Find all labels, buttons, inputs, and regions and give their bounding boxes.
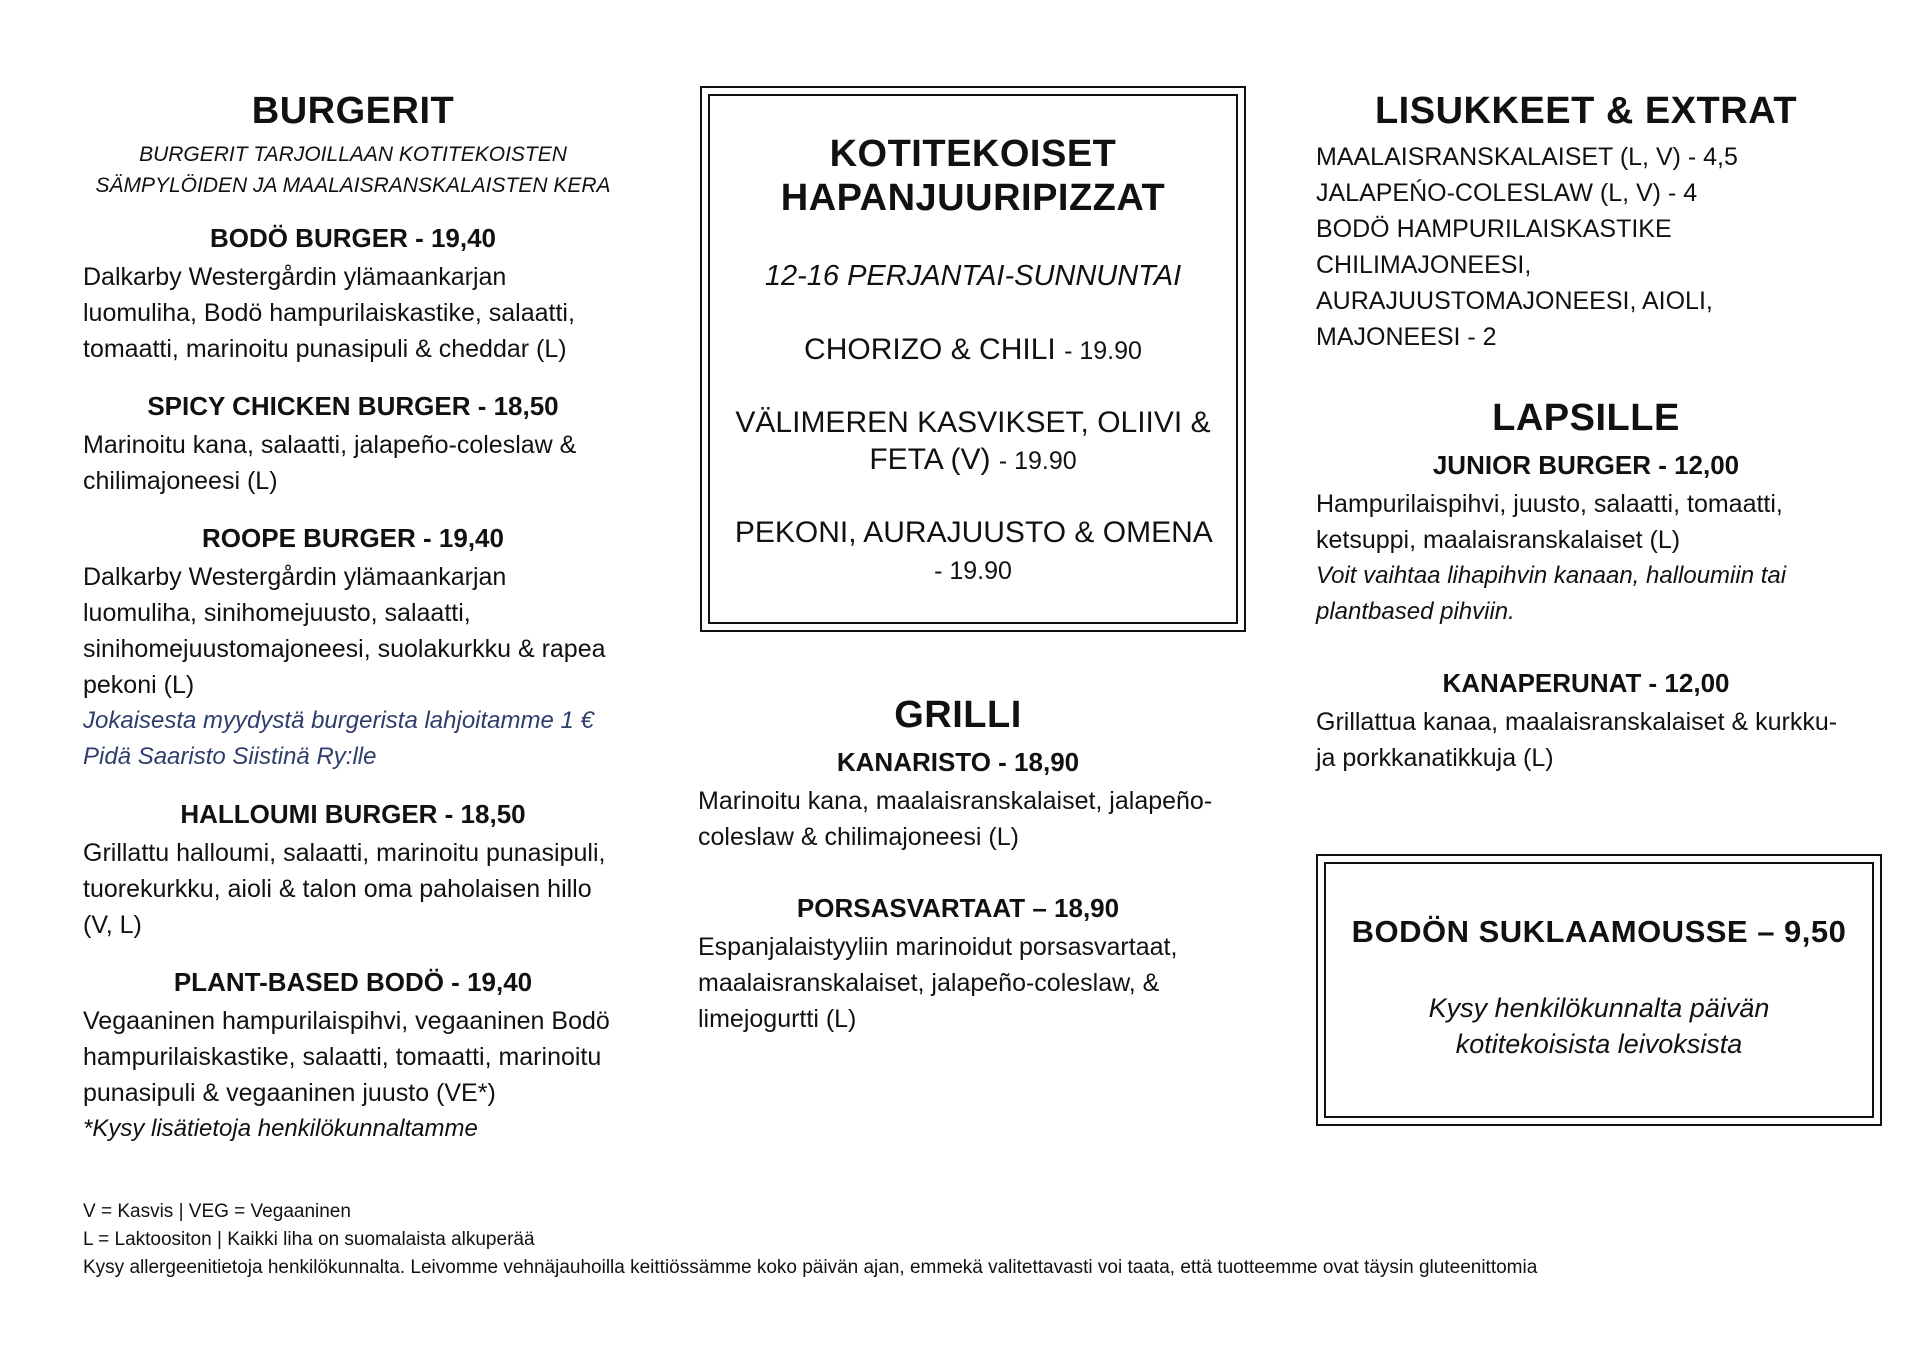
pizza-box (700, 86, 1246, 632)
dessert-box-inner (1324, 862, 1874, 1118)
menu-item-description: Hampurilaispihvi, juusto, salaatti, tomaatti, ketsuppi, maalaisranskalaiset (L) (1316, 490, 1783, 554)
pizza-title-line: KOTITEKOISET (829, 133, 1117, 175)
pizza-item-valimeren (730, 404, 1216, 480)
allergen-notice: Kysy allergeenitietoja henkilökunnalta. Leivomme vehnäjauhoilla keittiössämme koko päivän ajan, emmekä valitettavasti voi taata, että tuotteemme ovat täysin gluteenittomia (83, 1257, 1538, 1278)
pizza-name: VÄLIMEREN KASVIKSET, OLIIVI & FETA (V) (735, 406, 1211, 476)
menu-item-description: Grillattua kanaa, maalaisranskalaiset & kurkku- ja porkkanatikkuja (L) (1316, 708, 1838, 772)
burgerit-subtitle-line: SÄMPYLÖIDEN JA MAALAISRANSKALAISTEN KERA (95, 174, 611, 197)
dessert-box (1316, 854, 1882, 1126)
lisuke-line: JALAPEŃO-COLESLAW (L, V) - 4 (1316, 179, 1698, 207)
menu-item-kanaperunat (1316, 664, 1856, 776)
menu-item-title: JUNIOR BURGER - 12,00 (1432, 450, 1740, 480)
lapsille-title: LAPSILLE (1492, 397, 1680, 439)
grilli-title: GRILLI (894, 694, 1022, 736)
lisukkeet-title: LISUKKEET & EXTRAT (1374, 90, 1798, 132)
menu-item-description: Espanjalaistyyliin marinoidut porsasvartaat, maalaisranskalaiset, jalapeño-coleslaw, & limejogurtti (L) (698, 933, 1178, 1033)
menu-item-spicy-chicken-burger (83, 387, 623, 499)
menu-item-note: Voit vaihtaa lihapihvin kanaan, halloumiin tai plantbased pihviin. (1316, 562, 1787, 625)
menu-item-title: PLANT-BASED BODÖ - 19,40 (173, 967, 533, 997)
dessert-note-line: Kysy henkilökunnalta päivän (1428, 993, 1770, 1023)
pizza-name: CHORIZO & CHILI (804, 333, 1056, 366)
pizza-name: PEKONI, AURAJUUSTO & OMENA (734, 516, 1212, 549)
footer-line: V = Kasvis | VEG = Vegaaninen (83, 1201, 351, 1222)
menu-item-title: KANAPERUNAT - 12,00 (1442, 668, 1730, 698)
charity-note: Jokaisesta myydystä burgerista lahjoitamme 1 € Pidä Saaristo Siistinä Ry:lle (83, 707, 594, 770)
right-column (1316, 90, 1856, 1059)
pizza-title (730, 132, 1216, 220)
dessert-note-line: kotitekoisista leivoksista (1455, 1029, 1743, 1059)
footer-line: L = Laktoositon | Kaikki liha on suomalaista alkuperää (83, 1229, 535, 1250)
lisuke-line: MAALAISRANSKALAISET (L, V) - 4,5 (1316, 143, 1738, 171)
grilli-section (698, 694, 1218, 1057)
dessert-note (1336, 990, 1862, 1062)
lisuke-line: AURAJUUSTOMAJONEESI, AIOLI, (1316, 287, 1713, 315)
pizza-price: - 19.90 (934, 557, 1012, 585)
pizza-price: - 19.90 (1064, 337, 1142, 365)
menu-item-halloumi-burger (83, 795, 623, 943)
lisuke-line: MAJONEESI - 2 (1316, 323, 1497, 351)
footer-legend (83, 1198, 1883, 1282)
menu-item-junior-burger (1316, 446, 1856, 630)
menu-item-kanaristo (698, 743, 1218, 855)
menu-item-roope-burger (83, 519, 623, 775)
burgerit-section (83, 90, 623, 1167)
menu-item-title: KANARISTO - 18,90 (836, 747, 1080, 777)
menu-item-description: Marinoitu kana, maalaisranskalaiset, jalapeño-coleslaw & chilimajoneesi (L) (698, 787, 1213, 851)
menu-item-title: HALLOUMI BURGER - 18,50 (180, 799, 526, 829)
burgerit-title: BURGERIT (251, 90, 455, 132)
menu-item-title: PORSASVARTAAT – 18,90 (796, 893, 1120, 923)
burgerit-subtitle (83, 139, 623, 201)
lisukkeet-section (1316, 90, 1856, 355)
pizza-title-line: HAPANJUURIPIZZAT (780, 177, 1166, 219)
menu-item-description: Grillattu halloumi, salaatti, marinoitu punasipuli, tuorekurkku, aioli & talon oma paholaisen hillo (V, L) (83, 839, 606, 939)
lapsille-section (1316, 397, 1856, 776)
menu-item-plant-based-bodo (83, 963, 623, 1147)
lisuke-line: CHILIMAJONEESI, (1316, 251, 1532, 279)
burgerit-subtitle-line: BURGERIT TARJOILLAAN KOTITEKOISTEN (139, 143, 567, 166)
menu-item-description: Vegaaninen hampurilaispihvi, vegaaninen Bodö hampurilaiskastike, salaatti, tomaatti, marinoitu punasipuli & vegaaninen juusto (VE*) (83, 1007, 610, 1107)
menu-item-note: *Kysy lisätietoja henkilökunnaltamme (83, 1115, 478, 1142)
menu-item-title: SPICY CHICKEN BURGER - 18,50 (147, 391, 559, 421)
menu-item-title: BODÖ BURGER - 19,40 (209, 223, 497, 253)
pizza-price: - 19.90 (998, 447, 1077, 475)
menu-item-description: Dalkarby Westergårdin ylämaankarjan luomuliha, sinihomejuusto, salaatti, sinihomejuustomajoneesi, suolakurkku & rapea pekoni (L) (83, 563, 606, 699)
menu-item-bodo-burger (83, 219, 623, 367)
pizza-box-inner (708, 94, 1238, 624)
dessert-title: BODÖN SUKLAAMOUSSE – 9,50 (1351, 914, 1847, 949)
menu-item-porsasvartaat (698, 889, 1218, 1037)
lisuke-line: BODÖ HAMPURILAISKASTIKE (1316, 215, 1672, 243)
pizza-item-chorizo (730, 331, 1216, 370)
pizza-serving-time: 12-16 PERJANTAI-SUNNUNTAI (764, 260, 1182, 292)
menu-item-description: Dalkarby Westergårdin ylämaankarjan luomuliha, Bodö hampurilaiskastike, salaatti, tomaatti, marinoitu punasipuli & cheddar (L) (83, 263, 575, 363)
menu-item-description: Marinoitu kana, salaatti, jalapeño-coleslaw & chilimajoneesi (L) (83, 431, 577, 495)
menu-item-title: ROOPE BURGER - 19,40 (202, 523, 504, 553)
pizza-item-pekoni (730, 514, 1216, 590)
